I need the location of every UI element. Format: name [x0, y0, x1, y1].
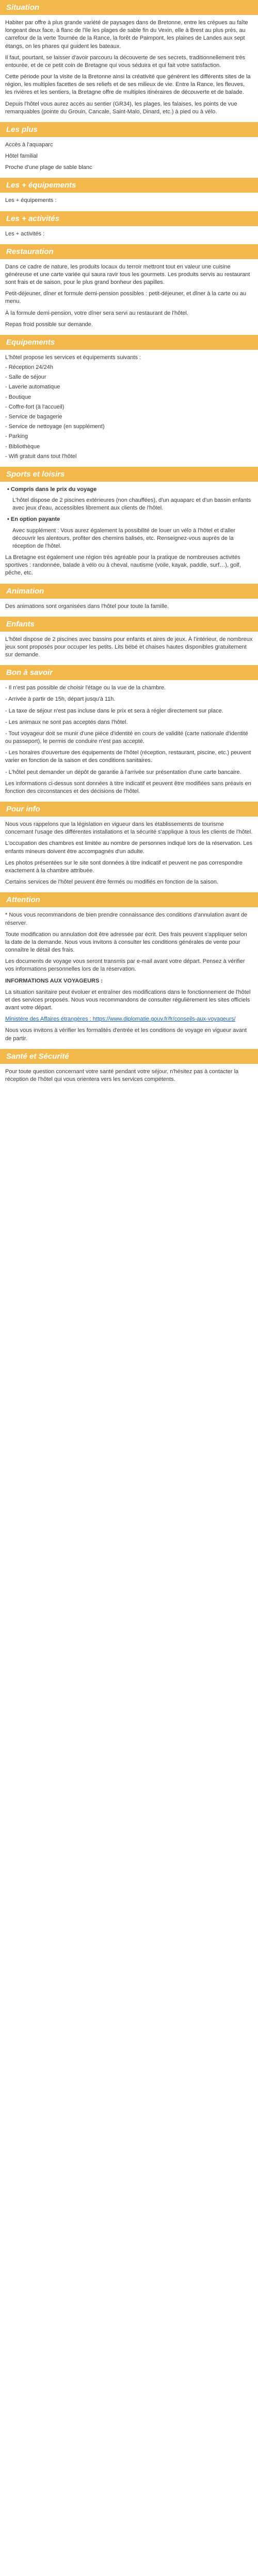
equipements-item: - Parking: [5, 433, 28, 440]
equipements-item: - Wifi gratuit dans tout l'hôtel: [5, 453, 77, 460]
situation-paragraph: Cette période pour la visite de la Bretonne ainsi la créativité que génèrent les différents sites de la région, les multiples facettes de ses reliefs et de ses milieux de vie. Entre la Rance, les fleuves, les rivières et les sentiers, la Bretagne offre de multiples itinéraires de découverte et de balade.: [5, 74, 251, 96]
les-activites-item: Les + activités :: [5, 230, 45, 237]
section-title-situation: Situation: [0, 0, 258, 15]
diplomatie-link[interactable]: Ministère des Affaires étrangères : https://www.diplomatie.gouv.fr/fr/conseils-aux-voyageurs/: [5, 1016, 236, 1023]
pour-info-paragraph: Nous vous rappelons que la législation en vigueur dans les établissements de tourisme concernant l'usage des différentes installations et la sécurité s'applique à tous les clients de l'hôtel.: [5, 821, 253, 836]
restauration-paragraph: Repas froid possible sur demande.: [5, 321, 93, 328]
section-title-attention: Attention: [0, 892, 258, 907]
equipements-item: - Bibliothèque: [5, 443, 40, 450]
sports-group-text: Avec supplément : Vous aurez également la possibilité de louer un vélo à l'hôtel et d'aller découvrir les alentours, profiter des chemins balisés, etc. Renseignez-vous auprès de la réception de l'hôtel.: [12, 527, 236, 549]
attention-paragraph: Nous vous invitons à vérifier les formalités d'entrée et les conditions de voyage en vigueur avant de partir.: [5, 1027, 247, 1042]
restauration-paragraph: À la formule demi-pension, votre dîner sera servi au restaurant de l'hôtel.: [5, 310, 188, 316]
equipements-item: - Service de nettoyage (en supplément): [5, 423, 105, 430]
attention-paragraph: * Nous vous recommandons de bien prendre connaissance des conditions d'annulation avant de réserver.: [5, 912, 248, 926]
section-title-sports-loisirs: Sports et loisirs: [0, 467, 258, 482]
bon-a-savoir-paragraph: - Arrivée à partir de 15h, départ jusqu'à 11h.: [5, 696, 116, 703]
equipements-intro: L'hôtel propose les services et équipements suivants :: [5, 354, 141, 361]
bon-a-savoir-paragraph: - Les animaux ne sont pas acceptés dans l'hôtel.: [5, 719, 128, 725]
les-plus-section: [0, 141, 258, 172]
situation-paragraph: Depuis l'hôtel vous aurez accès au sentier (GR34), les plages, les falaises, les points de vue remarquables (pointe du Grouin, Cancale, Saint-Malo, Dinard, etc.) à pied ou à vélo.: [5, 100, 237, 115]
equipements-item: - Laverie automatique: [5, 384, 60, 391]
bon-a-savoir-paragraph: - Tout voyageur doit se munir d'une pièce d'identité en cours de validité (carte nationale d'identité ou passeport), le permis de conduire n'est pas accepté.: [5, 730, 248, 745]
equipements-section: [0, 354, 258, 461]
section-title-restauration: Restauration: [0, 244, 258, 259]
equipements-item: - Salle de séjour: [5, 374, 46, 381]
section-title-enfants: Enfants: [0, 617, 258, 632]
animation-paragraph: Des animations sont organisées dans l'hôtel pour toute la famille.: [5, 603, 169, 609]
section-title-sante-securite: Santé et Sécurité: [0, 1049, 258, 1064]
les-plus-item: Proche d'une plage de sable blanc: [5, 164, 92, 171]
bon-a-savoir-paragraph: - L'hôtel peut demander un dépôt de garantie à l'arrivée sur présentation d'une carte bancaire.: [5, 769, 241, 775]
equipements-item: - Service de bagagerie: [5, 413, 62, 420]
attention-section: [0, 911, 258, 1042]
section-title-les-equipements: Les + équipements: [0, 178, 258, 193]
les-plus-item: Accès à l'aquaparc: [5, 141, 53, 148]
sports-loisirs-section: [0, 486, 258, 578]
situation-paragraph: Habiter par offre à plus grande variété de paysages dans de Bretonne, entre les crépues au faîte longeant deux face, à flanc de l'Ile les plages de sable fin du Vexin, elle à Brest au plus près, au carrefour de la verte Tournée de la Rance, la forêt de Paimpont, les plaines de Landes aux sept étangs, on les phares qui guident les bateaux.: [5, 20, 248, 49]
pour-info-paragraph: Les photos présentées sur le site sont données à titre indicatif et peuvent ne pas correspondre exactement à la chambre attribuée.: [5, 859, 243, 874]
pour-info-paragraph: L'occupation des chambres est limitée au nombre de personnes indiqué lors de la réservation. Les enfants mineurs doivent être accompagnés d'un adulte.: [5, 840, 253, 855]
enfants-paragraph: L'hôtel dispose de 2 piscines avec bassins pour enfants et aires de jeux. À l'intérieur, de nombreux jeux sont proposés pour occuper les petits. Lits bébé et chaises hautes disponibles gratuitement sur demande.: [5, 636, 253, 658]
sante-paragraph: Pour toute question concernant votre santé pendant votre séjour, n'hésitez pas à contacter la réception de l'hôtel qui vous orientera vers les services compétents.: [5, 1068, 239, 1082]
situation-section: [0, 19, 258, 116]
sports-group-heading: • En option payante: [5, 516, 253, 523]
section-title-pour-info: Pour info: [0, 802, 258, 817]
restauration-paragraph: Dans ce cadre de nature, les produits locaux du terroir mettront tout en valeur une cuisine généreuse et une carte variée qui saura ravir tous les gourmets. Les produits servis au restaurant sont frais et de saison, pour le plus grand bonheur des papilles.: [5, 263, 250, 286]
restauration-section: [0, 263, 258, 329]
section-title-les-activites: Les + activités: [0, 211, 258, 226]
sports-closing: La Bretagne est également une région très agréable pour la pratique de nombreuses activités sportives : randonnée, balade à vélo ou à cheval, nautisme (voile, kayak, paddle, surf…), golf, pêche, etc.: [5, 554, 241, 577]
bon-a-savoir-paragraph: Les informations ci-dessus sont données à titre indicatif et peuvent être modifiées sans préavis en fonction des circonstances et des décisions de l'hôtel.: [5, 780, 251, 794]
pour-info-section: [0, 821, 258, 886]
section-title-equipements: Equipements: [0, 335, 258, 350]
situation-paragraph: Il faut, pourtant, se laisser d'avoir parcouru la découverte de ses secrets, traditionnellement très entourée, et de ce petit coin de Bretagne qui vous séduira et qui fait votre satisfaction.: [5, 54, 245, 69]
bon-a-savoir-paragraph: - Les horaires d'ouverture des équipements de l'hôtel (réception, restaurant, piscine, etc.) peuvent varier en fonction de la saison et des conditions sanitaires.: [5, 750, 251, 764]
bon-a-savoir-paragraph: - La taxe de séjour n'est pas incluse dans le prix et sera à régler directement sur place.: [5, 707, 223, 714]
section-title-bon-a-savoir: Bon à savoir: [0, 665, 258, 680]
attention-paragraph: Toute modification ou annulation doit être adressée par écrit. Des frais peuvent s'appliquer selon la date de la demande. Nous vous invitons à consulter les conditions générales de vente pour connaître le détail des frais.: [5, 931, 247, 954]
section-title-les-plus: Les plus: [0, 122, 258, 137]
bon-a-savoir-section: [0, 684, 258, 795]
equipements-item: - Boutique: [5, 394, 31, 400]
attention-paragraph: La situation sanitaire peut évoluer et entraîner des modifications dans le fonctionnement de l'hôtel et des services proposés. Nous vous recommandons de consulter régulièrement les sites officiels avant votre départ.: [5, 989, 251, 1011]
les-plus-item: Hôtel familial: [5, 153, 38, 160]
equipements-item: - Réception 24/24h: [5, 364, 53, 371]
sports-group-text: L'hôtel dispose de 2 piscines extérieures (non chauffées), d'un aquaparc et d'un bassin enfants avec jeux d'eau, accessibles librement aux clients de l'hôtel.: [12, 497, 251, 512]
attention-heading: INFORMATIONS AUX VOYAGEURS :: [5, 977, 103, 984]
equipements-item: - Coffre-fort (à l'accueil): [5, 403, 64, 410]
restauration-paragraph: Petit-déjeuner, dîner et formule demi-pension possibles : petit-déjeuner, et dîner à la carte ou au menu.: [5, 291, 247, 305]
bon-a-savoir-paragraph: - Il n'est pas possible de choisir l'étage ou la vue de la chambre.: [5, 685, 166, 691]
sports-group-heading: • Compris dans le prix du voyage: [5, 486, 253, 494]
attention-paragraph: Les documents de voyage vous seront transmis par e-mail avant votre départ. Pensez à vérifier vos informations personnelles lors de la réservation.: [5, 958, 245, 973]
les-equipements-item: Les + équipements :: [5, 197, 57, 204]
pour-info-paragraph: Certains services de l'hôtel peuvent être fermés ou modifiés en fonction de la saison.: [5, 879, 218, 886]
section-title-animation: Animation: [0, 584, 258, 599]
